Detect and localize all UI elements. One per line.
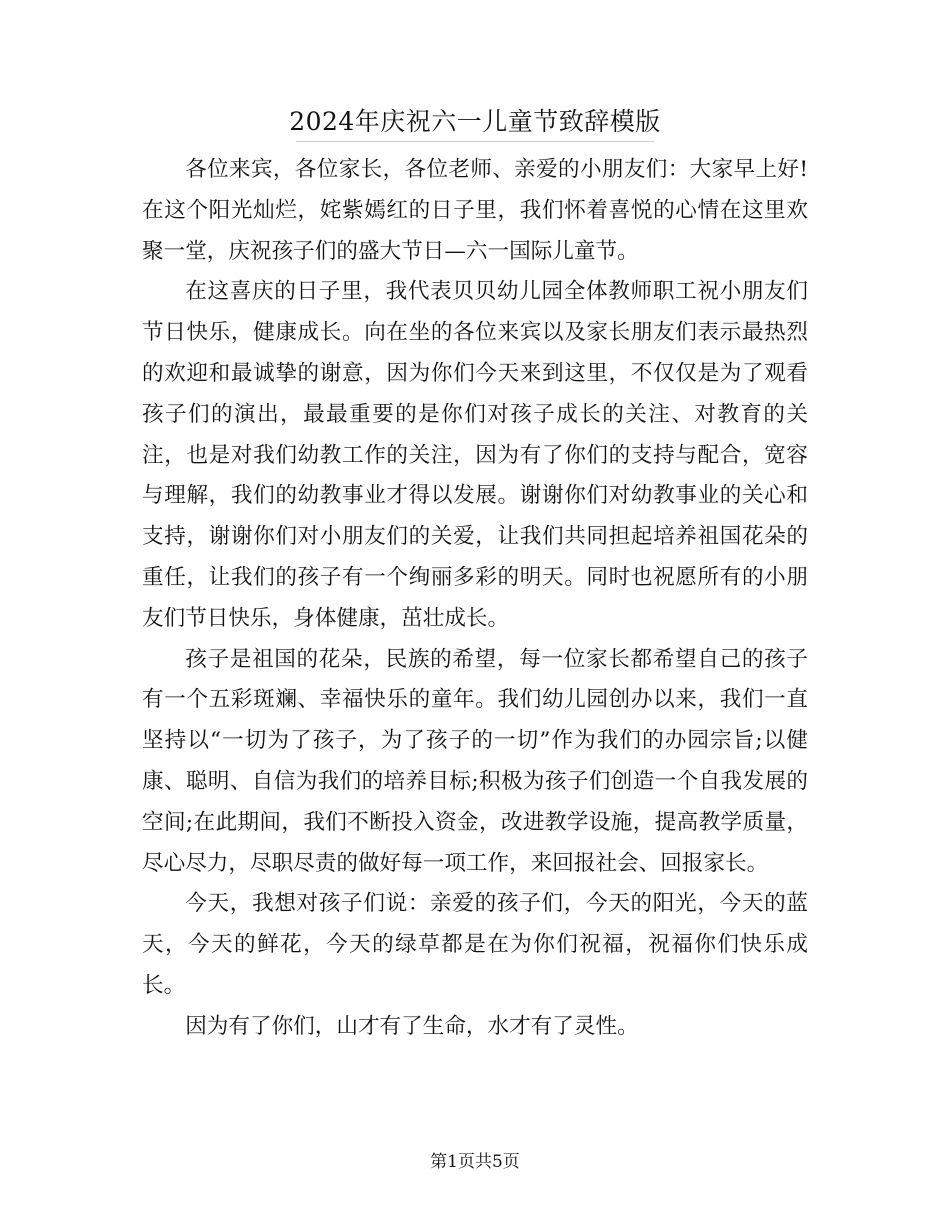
document-title: 2024年庆祝六一儿童节致辞模版 [289,107,661,136]
paragraph-4: 今天，我想对孩子们说：亲爱的孩子们，今天的阳光，今天的蓝天，今天的鲜花，今天的绿草都是在为你们祝福，祝福你们快乐成长。 [142,891,808,998]
paragraph-3: 孩子是祖国的花朵，民族的希望，每一位家长都希望自己的孩子有一个五彩斑斓、幸福快乐的童年。我们幼儿园创办以来，我们一直坚持以“一切为了孩子，为了孩子的一切”作为我们的办园宗旨;以健康、聪明、自信为我们的培养目标;积极为孩子们创造一个自我发展的空间;在此期间，我们不断投入资金，改进教学设施，提高教学质量，尽心尽力，尽职尽责的做好每一项工作，来回报社会、回报家长。 [142,646,808,876]
title-underline [296,141,654,142]
paragraph-5: 因为有了你们，山才有了生命，水才有了灵性。 [185,1013,639,1039]
paragraph-2: 在这喜庆的日子里，我代表贝贝幼儿园全体教师职工祝小朋友们节日快乐，健康成长。向在坐的各位来宾以及家长朋友们表示最热烈的欢迎和最诚挚的谢意，因为你们今天来到这里，不仅仅是为了观看孩子们的演出，最最重要的是你们对孩子成长的关注、对教育的关注，也是对我们幼教工作的关注，因为有了你们的支持与配合，宽容与理解，我们的幼教事业才得以发展。谢谢你们对幼教事业的关心和支持，谢谢你们对小朋友们的关爱，让我们共同担起培养祖国花朵的重任，让我们的孩子有一个绚丽多彩的明天。同时也祝愿所有的小朋友们节日快乐，身体健康，茁壮成长。 [142,279,808,631]
paragraph-1: 各位来宾，各位家长，各位老师、亲爱的小朋友们：大家早上好!在这个阳光灿烂，姹紫嫣红的日子里，我们怀着喜悦的心情在这里欢聚一堂，庆祝孩子们的盛大节日—六一国际儿童节。 [142,157,808,264]
page-footer: 第1页共5页 [430,1152,520,1172]
document-body [142,150,808,1048]
